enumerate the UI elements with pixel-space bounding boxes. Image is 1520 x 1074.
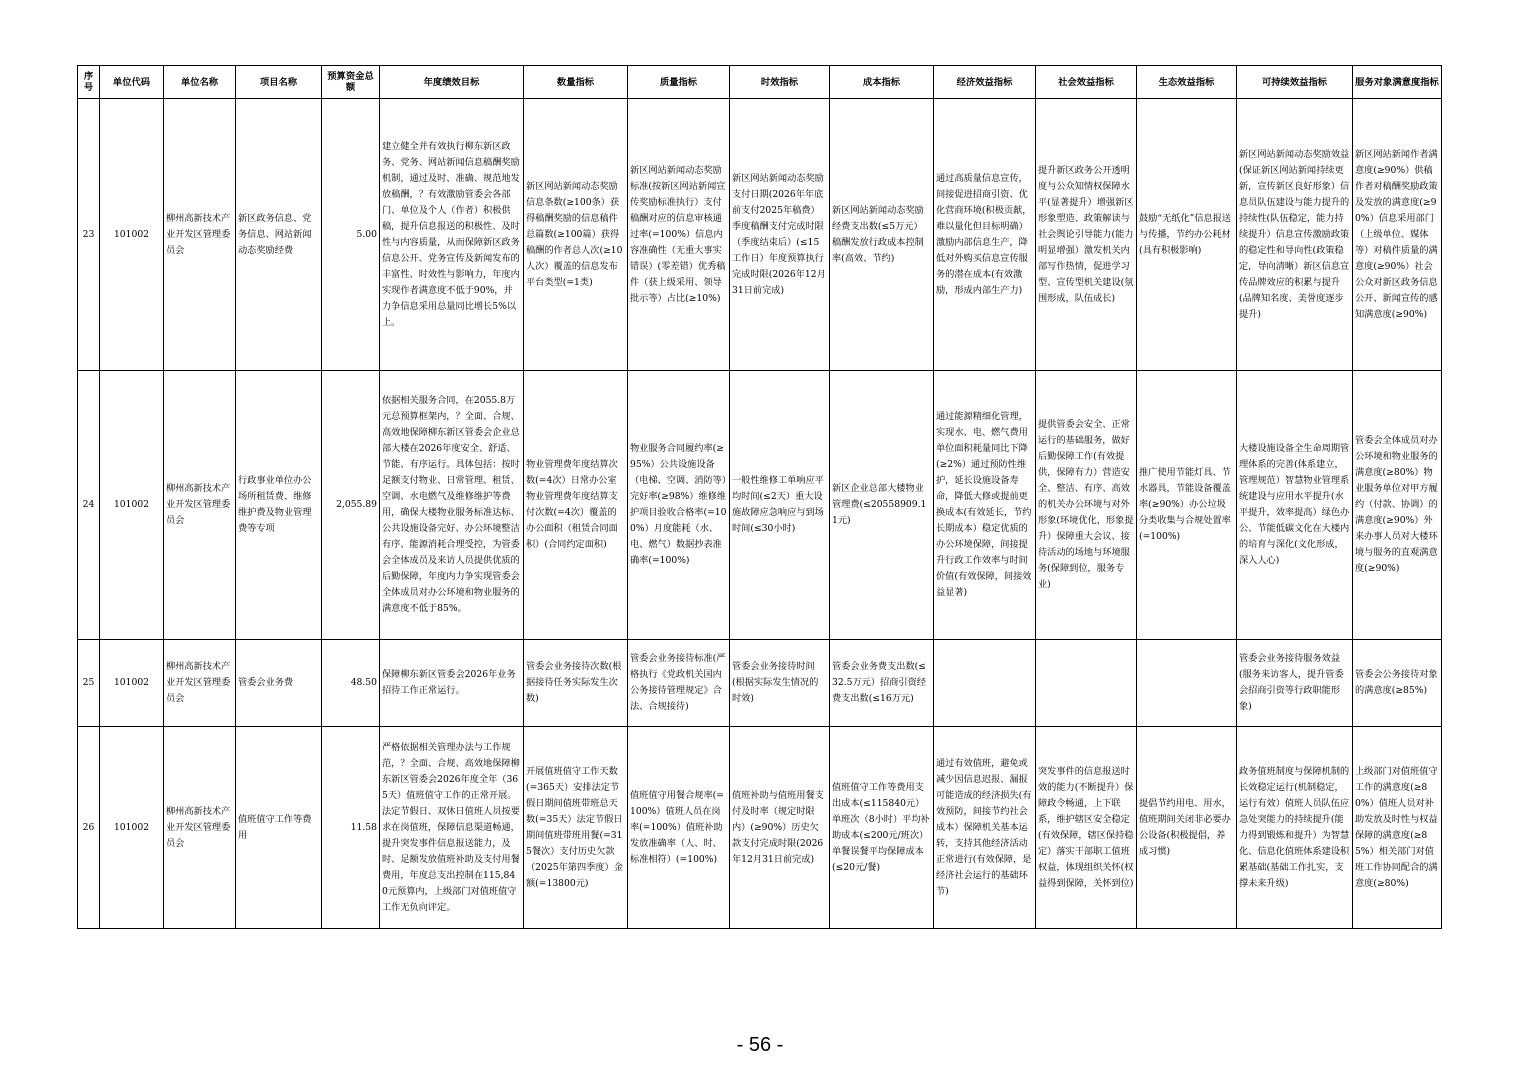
header-budget: 预算资金总额 [322, 66, 380, 99]
cell-ecological [1137, 640, 1237, 727]
cell-unit: 柳州高新技术产业开发区管理委员会 [164, 371, 236, 640]
cell-code: 101002 [100, 727, 164, 929]
cell-economic: 通过高质量信息宣传，间接促进招商引资、优化营商环境(积极贡献，难以量化但目标明确）激励内部信息生产，降低对外购买信息宣传服务的潜在成本(有效激励，形成内部生产力) [934, 99, 1036, 371]
cell-social [1036, 640, 1137, 727]
cell-goal: 保障柳东新区管委会2026年业务招待工作正常运行。 [380, 640, 524, 727]
cell-seq: 25 [78, 640, 100, 727]
header-social: 社会效益指标 [1036, 66, 1137, 99]
cell-budget: 11.58 [322, 727, 380, 929]
cell-quality: 值班值守用餐合规率(=100%）值班人员在岗率(=100%）值班补助发放准确率（人、时、标准相符）(=100%) [628, 727, 730, 929]
header-row [78, 66, 1442, 99]
cell-budget: 48.50 [322, 640, 380, 727]
performance-table [77, 65, 1442, 929]
cell-budget: 5.00 [322, 99, 380, 371]
table-row [78, 640, 1442, 727]
cell-timeliness: 值班补助与值班用餐支付及时率（规定时限内）(≥90%）历史欠款支付完成时限(2026年12月31日前完成) [730, 727, 830, 929]
cell-social: 提供管委会安全、正常运行的基础服务，做好后勤保障工作(有效提供，保障有力）营造安全、整洁、有序、高效的机关办公环境与对外形象(环境优化，形象提升）保障重大会议、接待活动的场地与环境服务(保障到位，服务专业) [1036, 371, 1137, 640]
cell-social: 突发事件的信息报送时效的能力(不断提升）保障政令畅通，上下联系，维护辖区安全稳定(有效保障，辖区保持稳定）落实干部职工值班权益，体现组织关怀(权益得到保障，关怀到位) [1036, 727, 1137, 929]
cell-code: 101002 [100, 640, 164, 727]
cell-satisfaction: 管委会公务接待对象的满意度(≥85%) [1353, 640, 1442, 727]
cell-code: 101002 [100, 371, 164, 640]
cell-goal: 依据相关服务合同，在2055.8万元总预算框架内，？全面、合规、高效地保障柳东新区管委会企业总部大楼在2026年度安全、舒适、节能、有序运行。具体包括：按时足额支付物业、日常管理、租赁、空调、水电燃气及维修维护等费用，确保大楼物业服务标准达标、公共设施设备完好、办公环境整洁有序、能源消耗合理受控，为管委会全体成员及来访人员提供优质的后勤保障，年度内力争实现管委会全体成员对办公环境和物业服务的满意度不低于85%。 [380, 371, 524, 640]
cell-unit: 柳州高新技术产业开发区管理委员会 [164, 640, 236, 727]
cell-seq: 24 [78, 371, 100, 640]
cell-social: 提升新区政务公开透明度与公众知情权保障水平(显著提升）增强新区形象塑造、政策解读与社会舆论引导能力(能力明显增强）激发机关内部写作热情，促进学习型、宣传型机关建设(氛围形成，队伍成长) [1036, 99, 1137, 371]
header-cost: 成本指标 [830, 66, 934, 99]
cell-satisfaction: 新区网站新闻作者满意度(≥90%）供稿作者对稿酬奖励政策及发放的满意度(≥90%）信息采用部门（上级单位、媒体等）对稿件质量的满意度(≥90%）社会公众对新区政务信息公开、新闻宣传的感知满意度(≥90%) [1353, 99, 1442, 371]
cell-project: 行政事业单位办公场所租赁费、维修维护费及物业管理费等专项 [236, 371, 322, 640]
cell-goal: 严格依据相关管理办法与工作规范，？全面、合规、高效地保障柳东新区管委会2026年度全年（365天）值班值守工作的正常开展。法定节假日、双休日值班人员按要求在岗值班，保障信息渠道畅通，提升突发事件信息报送能力，及时、足额发放值班补助及支付用餐费用，年度总支出控制在115,840元预算内，上级部门对值班值守工作无负向评定。 [380, 727, 524, 929]
header-economic: 经济效益指标 [934, 66, 1036, 99]
cell-quantity: 新区网站新闻动态奖励信息条数(≥100条）获得稿酬奖励的信息稿件总篇数(≥100篇）获得稿酬的作者总人次(≥10人次）覆盖的信息发布平台类型(=1类) [524, 99, 628, 371]
cell-project: 管委会业务费 [236, 640, 322, 727]
cell-seq: 23 [78, 99, 100, 371]
cell-sustainable: 大楼设施设备全生命周期管理体系的完善(体系建立，管理规范）智慧物业管理系统建设与应用水平提升(水平提升，效率提高）绿色办公、节能低碳文化在大楼内的培育与深化(文化形成，深入人心) [1237, 371, 1353, 640]
header-quality: 质量指标 [628, 66, 730, 99]
cell-quality: 物业服务合同履约率(≥95%）公共设施设备（电梯、空调、消防等）完好率(≥98%）维修维护项目验收合格率(=100%）月度能耗（水、电、燃气）数据抄表准确率(=100%) [628, 371, 730, 640]
cell-satisfaction: 管委会全体成员对办公环境和物业服务的满意度(≥80%）物业服务单位对甲方履约（付款、协调）的满意度(≥90%）外来办事人员对大楼环境与服务的直观满意度(≥90%) [1353, 371, 1442, 640]
table-row [78, 727, 1442, 929]
cell-project: 值班值守工作等费用 [236, 727, 322, 929]
header-quantity: 数量指标 [524, 66, 628, 99]
header-unit-code: 单位代码 [100, 66, 164, 99]
cell-economic: 通过有效值班，避免或减少因信息迟报、漏报可能造成的经济损失(有效预防，间接节约社会成本）保障机关基本运转，支持其他经济活动正常进行(有效保障，是经济社会运行的基础环节) [934, 727, 1036, 929]
cell-quantity: 开展值班值守工作天数(=365天）安排法定节假日期间值班带班总天数(=35天）法定节假日期间值班带班用餐(=315餐次）支付历史欠款（2025年第四季度）金额(=13800元) [524, 727, 628, 929]
cell-satisfaction: 上级部门对值班值守工作的满意度(≥80%）值班人员对补助发放及时性与权益保障的满意度(≥85%）相关部门对值班工作协同配合的满意度(≥80%) [1353, 727, 1442, 929]
table-row [78, 99, 1442, 371]
table-row [78, 371, 1442, 640]
cell-quality: 管委会业务接待标准(严格执行《党政机关国内公务接待管理规定》合法、合规接待) [628, 640, 730, 727]
cell-quantity: 物业管理费年度结算次数(=4次）日常办公室物业管理费年度结算支付次数(=4次）覆盖的办公面积（租赁合同面积）(合同约定面积) [524, 371, 628, 640]
cell-cost: 值班值守工作等费用支出成本(≤115840元）单班次（8小时）平均补助成本(≤200元/班次）单餐误餐平均保障成本(≤20元/餐) [830, 727, 934, 929]
cell-ecological: 鼓励“无纸化”信息报送与传播，节约办公耗材(具有积极影响) [1137, 99, 1237, 371]
cell-timeliness: 管委会业务接待时间(根据实际发生情况的时效) [730, 640, 830, 727]
cell-quantity: 管委会业务接待次数(根据接待任务实际发生次数) [524, 640, 628, 727]
cell-economic: 通过能源精细化管理，实现水、电、燃气费用单位面积耗量同比下降(≥2%）通过预防性维护，延长设施设备寿命，降低大修或提前更换成本(有效延长，节约长期成本）稳定优质的办公环境保障，间接提升行政工作效率与时间价值(有效保障，间接效益显著) [934, 371, 1036, 640]
cell-cost: 管委会业务费支出数(≤32.5万元）招商引资经费支出数(≤16万元) [830, 640, 934, 727]
cell-sustainable: 政务值班制度与保障机制的长效稳定运行(机制稳定，运行有效）值班人员队伍应急处突能力的持续提升(能力得到锻炼和提升）为智慧化、信息化值班体系建设积累基础(基础工作扎实，支撑未来升级) [1237, 727, 1353, 929]
header-ecological: 生态效益指标 [1137, 66, 1237, 99]
header-unit-name: 单位名称 [164, 66, 236, 99]
cell-cost: 新区企业总部大楼物业管理费(≤20558909.11元) [830, 371, 934, 640]
header-satisfaction: 服务对象满意度指标 [1353, 66, 1442, 99]
header-annual-goal: 年度绩效目标 [380, 66, 524, 99]
header-sustainable: 可持续效益指标 [1237, 66, 1353, 99]
cell-budget: 2,055.89 [322, 371, 380, 640]
cell-goal: 建立健全并有效执行柳东新区政务、党务、网站新闻信息稿酬奖励机制，通过及时、准确、规范地发放稿酬，？有效激励管委会各部门、单位及个人（作者）积极供稿，提升信息报送的积极性、及时性与内容质量，从而保障新区政务信息公开、党务宣传及新闻发布的丰富性、时效性与影响力，年度内实现作者满意度不低于90%，并力争信息采用总量同比增长5%以上。 [380, 99, 524, 371]
cell-cost: 新区网站新闻动态奖励经费支出数(≤5万元）稿酬发放行政成本控制率(高效、节约) [830, 99, 934, 371]
cell-ecological: 提倡节约用电、用水，值班期间关闭非必要办公设备(积极提倡，养成习惯) [1137, 727, 1237, 929]
header-project-name: 项目名称 [236, 66, 322, 99]
cell-sustainable: 新区网站新闻动态奖励效益(保证新区网站新闻持续更新，宣传新区良好形象）信息员队伍建设与能力提升的持续性(队伍稳定，能力持续提升）信息宣传激励政策的稳定性和导向性(政策稳定，导向清晰）新区信息宣传品牌效应的积累与提升(品牌知名度、美誉度逐步提升) [1237, 99, 1353, 371]
cell-code: 101002 [100, 99, 164, 371]
header-seq: 序号 [78, 66, 100, 99]
cell-ecological: 推广使用节能灯具、节水器具，节能设备覆盖率(≥90%）办公垃圾分类收集与合规处置率(=100%) [1137, 371, 1237, 640]
cell-timeliness: 一般性维修工单响应平均时间(≤2天）重大设施故障应急响应与到场时间(≤30小时) [730, 371, 830, 640]
page-number: - 56 - [736, 1034, 784, 1056]
cell-quality: 新区网站新闻动态奖励标准(按新区网站新闻宣传奖励标准执行）支付稿酬对应的信息审核通过率(=100%）信息内容准确性（无重大事实错误）(零差错）优秀稿件（获上级采用、领导批示等）占比(≥10%) [628, 99, 730, 371]
cell-project: 新区政务信息、党务信息、网站新闻动态奖励经费 [236, 99, 322, 371]
header-timeliness: 时效指标 [730, 66, 830, 99]
cell-economic [934, 640, 1036, 727]
cell-seq: 26 [78, 727, 100, 929]
cell-sustainable: 管委会业务接待服务效益(服务来访客人，提升管委会招商引资等行政职能形象) [1237, 640, 1353, 727]
cell-unit: 柳州高新技术产业开发区管理委员会 [164, 727, 236, 929]
cell-timeliness: 新区网站新闻动态奖励支付日期(2026年年底前支付2025年稿费）季度稿酬支付完成时限（季度结束后）(≤15工作日）年度预算执行完成时限(2026年12月31日前完成) [730, 99, 830, 371]
cell-unit: 柳州高新技术产业开发区管理委员会 [164, 99, 236, 371]
